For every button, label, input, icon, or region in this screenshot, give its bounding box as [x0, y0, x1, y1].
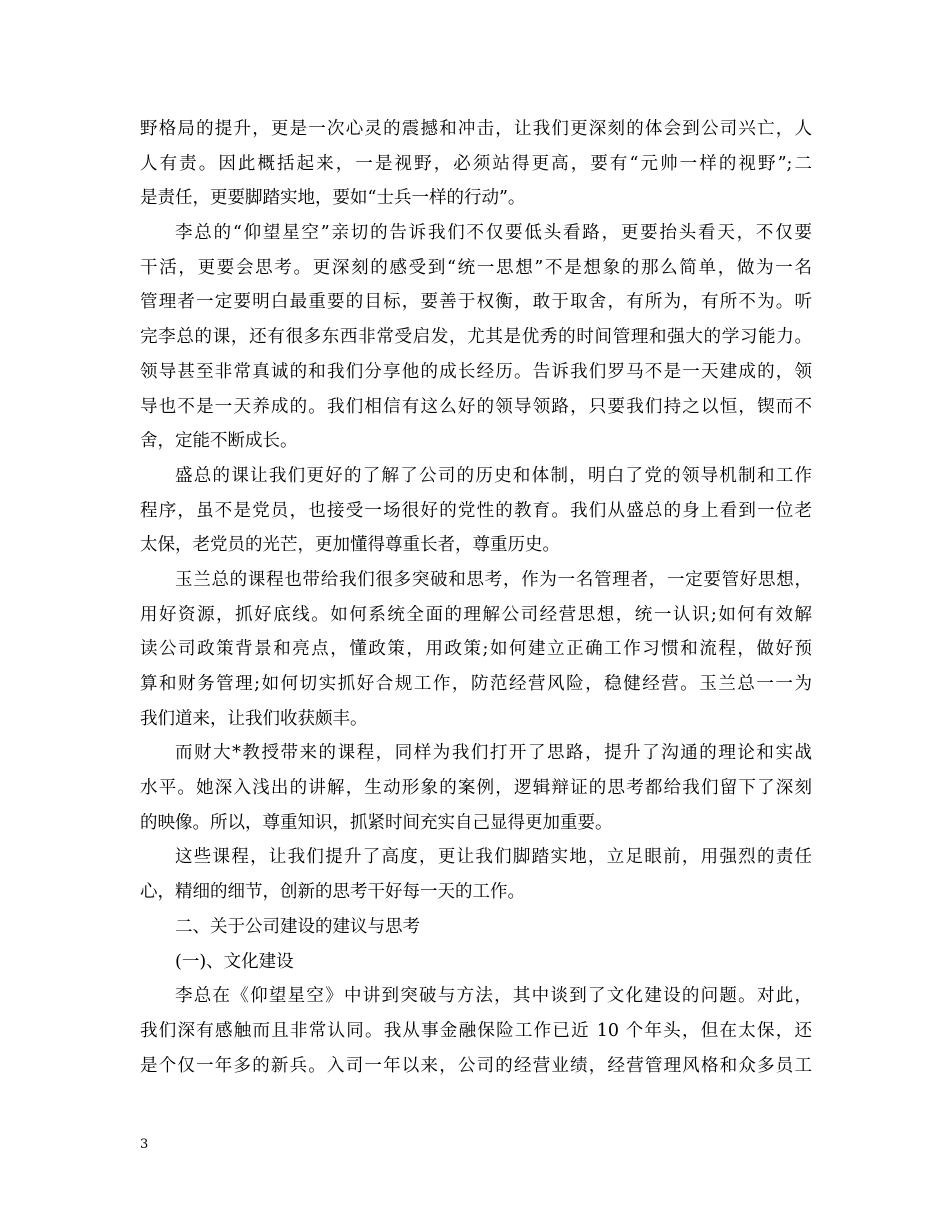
text-line: 我们道来，让我们收获颇丰。 — [140, 708, 368, 729]
text-line: 的映像。所以，尊重知识，抓紧时间充实自己显得更加重要。 — [140, 812, 613, 833]
text-line: 心，精细的细节，创新的思考干好每一天的工作。 — [140, 882, 525, 903]
text-line: 是个仅一年多的新兵。入司一年以来，公司的经营业绩，经营管理风格和众多员工 — [140, 1055, 812, 1076]
text-line: 而财大*教授带来的课程，同样为我们打开了思路，提升了沟通的理论和实战 — [175, 743, 812, 764]
text-line: 太保，老党员的光芒，更加懂得尊重长者，尊重历史。 — [140, 535, 560, 556]
text-line: 用好资源，抓好底线。如何系统全面的理解公司经营思想，统一认识;如何有效解 — [140, 604, 812, 625]
text-line: 干活，更要会思考。更深刻的感受到“统一思想”不是想象的那么简单，做为一名 — [140, 257, 812, 278]
text-line: 二、关于公司建设的建议与思考 — [175, 916, 420, 937]
text-line: 水平。她深入浅出的讲解，生动形象的案例，逻辑辩证的思考都给我们留下了深刻 — [140, 778, 812, 799]
text-line: 玉兰总的课程也带给我们很多突破和思考，作为一名管理者，一定要管好思想， — [175, 569, 812, 590]
text-line: 导也不是一天养成的。我们相信有这么好的领导领路，只要我们持之以恒，锲而不 — [140, 396, 812, 417]
text-line: 李总的“仰望星空”亲切的告诉我们不仅要低头看路，更要抬头看天，不仅要 — [175, 223, 812, 244]
text-line: 是责任，更要脚踏实地，要如“士兵一样的行动”。 — [140, 188, 526, 209]
page-number: 3 — [140, 1137, 149, 1152]
text-line: 完李总的课，还有很多东西非常受启发，尤其是优秀的时间管理和强大的学习能力。 — [140, 327, 812, 348]
text-line: (一)、文化建设 — [175, 951, 294, 972]
text-line: 我们深有感触而且非常认同。我从事金融保险工作已近 10 个年头，但在太保，还 — [140, 1020, 812, 1041]
text-line: 盛总的课让我们更好的了解了公司的历史和体制，明白了党的领导机制和工作 — [175, 465, 812, 486]
text-line: 这些课程，让我们提升了高度，更让我们脚踏实地，立足眼前，用强烈的责任 — [175, 847, 812, 868]
text-line: 舍，定能不断成长。 — [140, 431, 298, 452]
text-line: 程序，虽不是党员，也接受一场很好的党性的教育。我们从盛总的身上看到一位老 — [140, 500, 812, 521]
text-line: 人有责。因此概括起来，一是视野，必须站得更高，要有“元帅一样的视野”;二 — [140, 153, 812, 174]
text-line: 李总在《仰望星空》中讲到突破与方法，其中谈到了文化建设的问题。对此， — [175, 986, 812, 1007]
text-line: 野格局的提升，更是一次心灵的震撼和冲击，让我们更深刻的体会到公司兴亡，人 — [140, 119, 812, 139]
text-line: 管理者一定要明白最重要的目标，要善于权衡，敢于取舍，有所为，有所不为。听 — [140, 292, 812, 313]
text-line: 算和财务管理;如何切实抓好合规工作，防范经营风险，稳健经营。玉兰总一一为 — [140, 674, 812, 694]
text-line: 领导甚至非常真诚的和我们分享他的成长经历。告诉我们罗马不是一天建成的，领 — [140, 361, 812, 382]
text-line: 读公司政策背景和亮点，懂政策，用政策;如何建立正确工作习惯和流程，做好预 — [140, 639, 812, 660]
body-text — [140, 112, 812, 1083]
